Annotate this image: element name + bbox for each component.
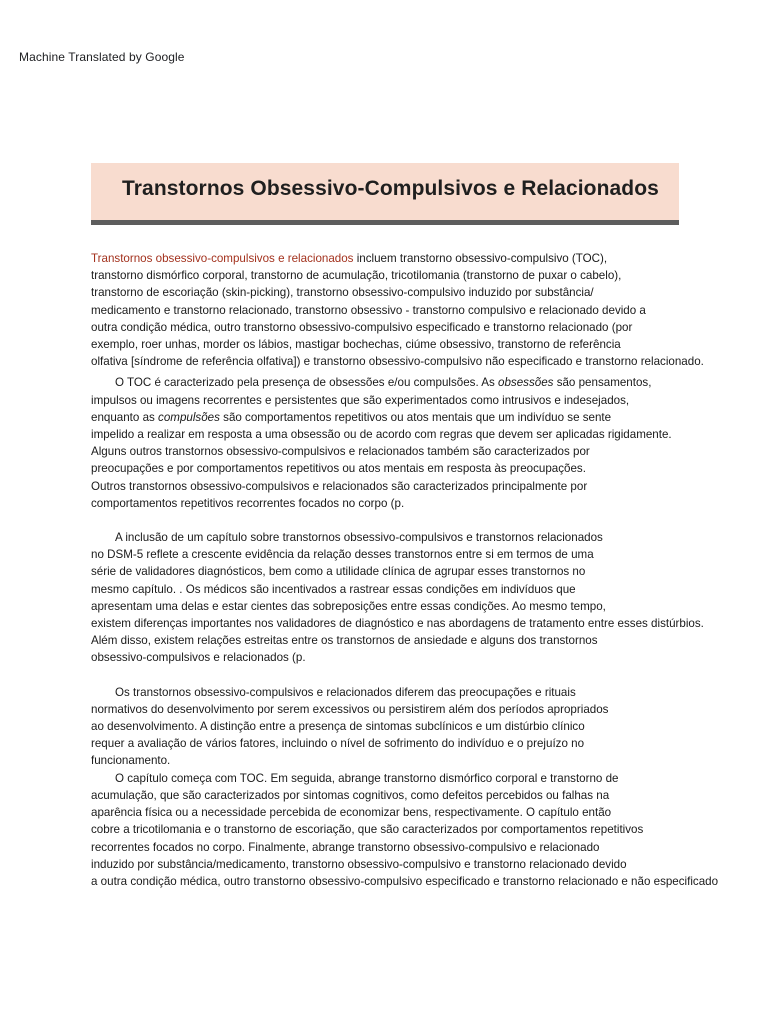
text-line: apresentam uma delas e estar cientes das sobreposições entre essas condições. Ao mesmo tempo, [91,599,606,613]
text-line [91,250,768,267]
text-segment: O TOC é caracterizado pela presença de obsessões e/ou compulsões. As [115,376,499,390]
text-line: recorrentes focados no corpo. Finalmente, abrange transtorno obsessivo-compulsivo e relacionado [91,840,600,854]
text-line: mesmo capítulo. . Os médicos são incentivados a rastrear essas condições em indivíduos que [91,582,576,596]
text-line [91,409,768,426]
text-segment: incluem transtorno obsessivo-compulsivo (TOC), [353,252,608,265]
text-line: exemplo, roer unhas, morder os lábios, mastigar bochechas, ciúme obsessivo, transtorno de referência [91,338,621,352]
paragraph-chapter-overview [91,770,768,890]
emphasis-term: obsessões [498,376,554,390]
chapter-title: Transtornos Obsessivo-Compulsivos e Relacionados [122,177,659,200]
text-line: transtorno de escoriação (skin-picking), transtorno obsessivo-compulsivo induzido por substância/ [91,286,594,300]
text-segment: são pensamentos, [553,376,652,390]
text-line: Outros transtornos obsessivo-compulsivos e relacionados são caracterizados principalmente por [91,479,588,493]
text-line: preocupações e por comportamentos repetitivos ou atos mentais em resposta às preocupações. [91,462,586,476]
paragraph-intro [91,250,768,370]
text-line [91,374,768,391]
paragraph-toc-definition [91,374,768,512]
text-line: funcionamento. [91,754,171,768]
text-line: aparência física ou a necessidade percebida de economizar bens, respectivamente. O capítulo então [91,806,612,820]
text-line: Os transtornos obsessivo-compulsivos e relacionados diferem das preocupações e rituais [115,685,576,699]
text-segment: enquanto as [91,410,159,424]
text-line: induzido por substância/medicamento, transtorno obsessivo-compulsivo e transtorno relacionado devido [91,857,627,871]
text-line: Alguns outros transtornos obsessivo-compulsivos e relacionados também são caracterizados por [91,445,590,459]
paragraph-normative-differences [91,684,768,770]
text-segment: são comportamentos repetitivos ou atos mentais que um indivíduo se sente [219,410,612,424]
paragraph-dsm5-inclusion [91,529,768,667]
text-line: transtorno dismórfico corporal, transtorno de acumulação, tricotilomania (transtorno de puxar o cabelo), [91,269,622,283]
text-line: O capítulo começa com TOC. Em seguida, abrange transtorno dismórfico corporal e transtorno de [115,771,619,785]
text-line: ao desenvolvimento. A distinção entre a presença de sintomas subclínicos e um distúrbio clínico [91,720,585,734]
text-line: a outra condição médica, outro transtorno obsessivo-compulsivo especificado e transtorno relacionado e não especificado [91,874,719,888]
machine-translation-banner: Machine Translated by Google [19,50,185,64]
text-line: obsessivo-compulsivos e relacionados (p. [91,651,306,665]
text-line: outra condição médica, outro transtorno obsessivo-compulsivo especificado e transtorno relacionado (por [91,320,633,334]
text-line: impulsos ou imagens recorrentes e persistentes que são experimentados como intrusivos e indesejados, [91,393,630,407]
text-line: comportamentos repetitivos recorrentes focados no corpo (p. [91,496,405,510]
emphasis-term: compulsões [158,410,220,424]
text-line: normativos do desenvolvimento por serem excessivos ou persistirem além dos períodos apropriados [91,702,609,716]
text-line: requer a avaliação de vários fatores, incluindo o nível de sofrimento do indivíduo e o prejuízo no [91,737,585,751]
text-line: impelido a realizar em resposta a uma obsessão ou de acordo com regras que devem ser aplicadas rigidamente. [91,428,672,442]
text-line: existem diferenças importantes nos validadores de diagnóstico e nas abordagens de tratamento entre esses distúrbios. [91,617,704,631]
text-line: A inclusão de um capítulo sobre transtornos obsessivo-compulsivos e transtornos relacionados [115,531,603,545]
chapter-title-box [91,163,679,225]
text-line: olfativa [síndrome de referência olfativa]) e transtorno obsessivo-compulsivo não especificado e transtorno relacionado. [91,355,704,369]
highlighted-term: Transtornos obsessivo-compulsivos e relacionados [91,252,354,265]
text-line: cobre a tricotilomania e o transtorno de escoriação, que são caracterizados por comportamentos repetitivos [91,823,644,837]
text-line: série de validadores diagnósticos, bem como a utilidade clínica de agrupar esses transtornos no [91,565,586,579]
document-body [91,250,768,890]
text-line: medicamento e transtorno relacionado, transtorno obsessivo - transtorno compulsivo e relacionado devido a [91,303,646,317]
text-line: no DSM-5 reflete a crescente evidência da relação desses transtornos entre si em termos de uma [91,548,594,562]
text-line: acumulação, que são caracterizados por sintomas cognitivos, como defeitos percebidos ou falhas na [91,788,610,802]
text-line: Além disso, existem relações estreitas entre os transtornos de ansiedade e alguns dos transtornos [91,634,598,648]
